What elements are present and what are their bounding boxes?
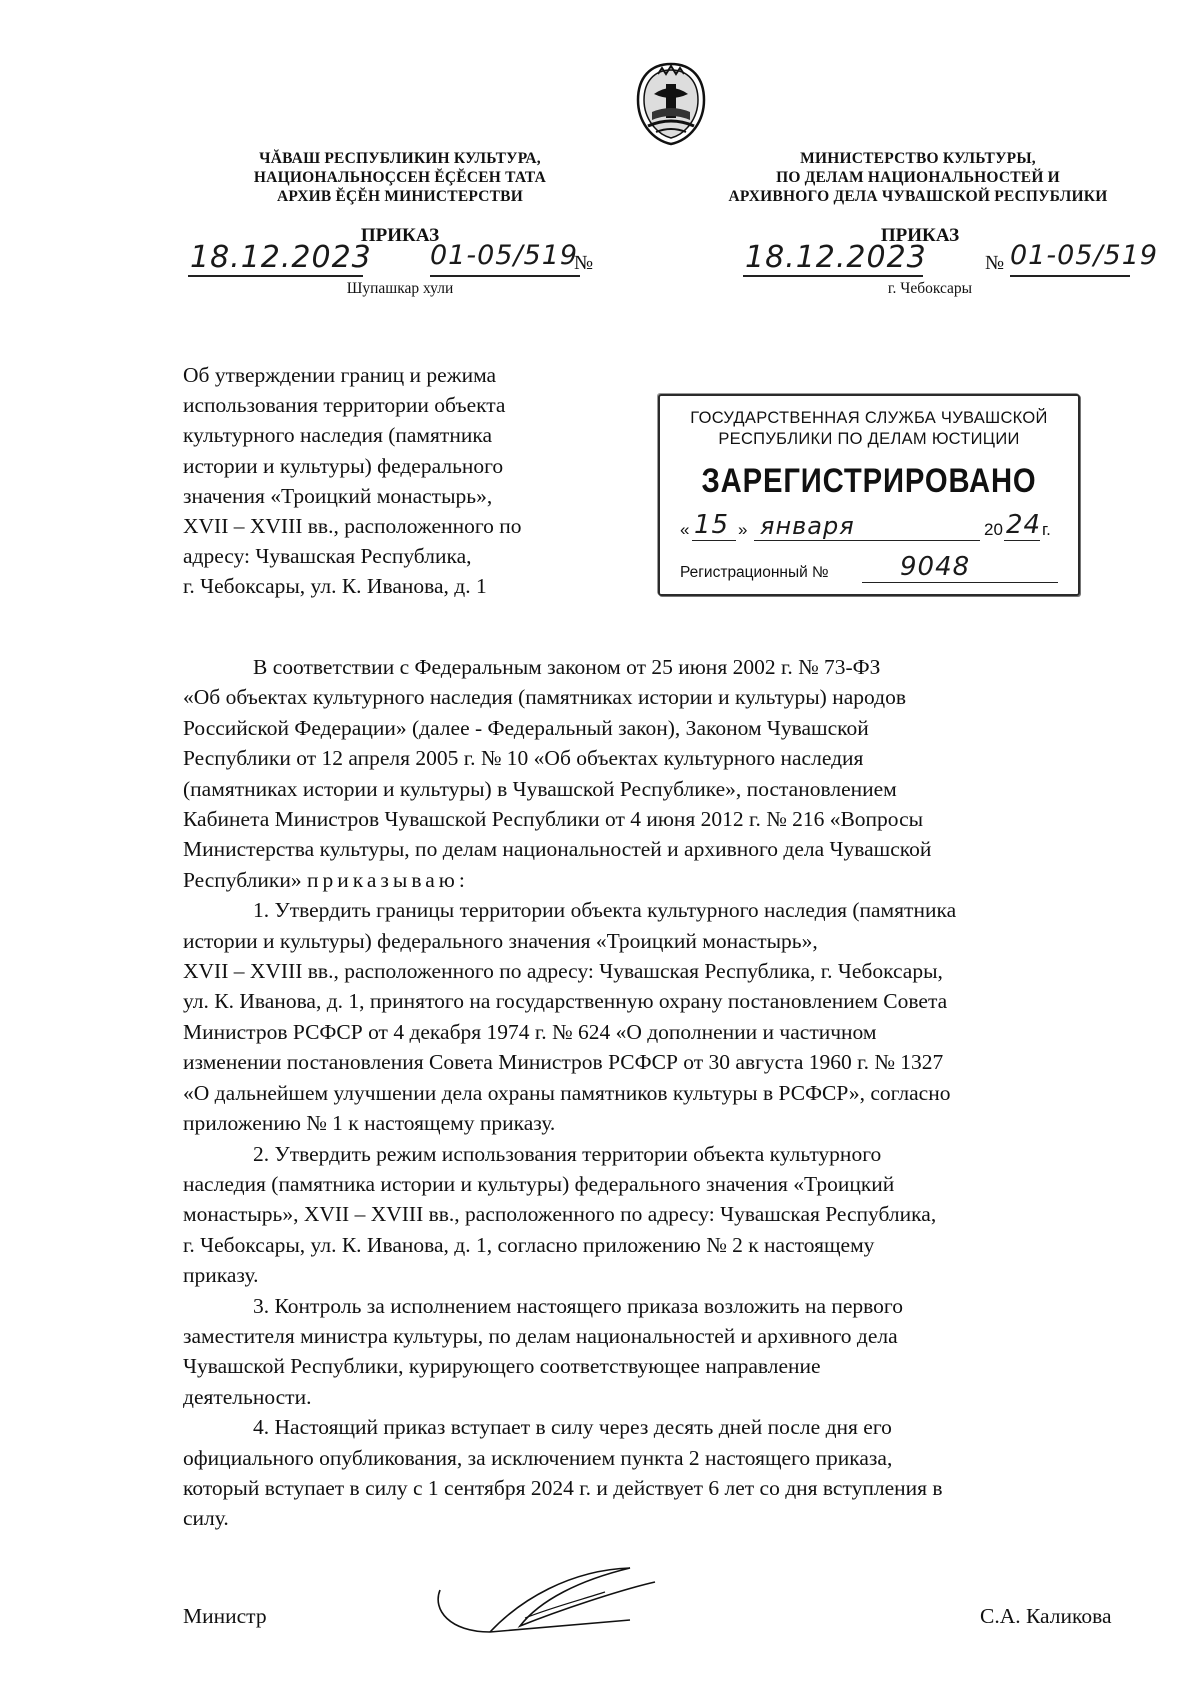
number-sign-left: №: [574, 252, 594, 274]
item-2-line: монастырь», XVII – XVIII вв., расположенного по адресу: Чувашская Республика,: [183, 1202, 937, 1227]
title-line: культурного наследия (памятника: [183, 423, 492, 448]
title-line: истории и культуры) федерального: [183, 453, 504, 478]
place-left: Шупашкар хули: [346, 280, 454, 297]
title-line: XVII – XVIII вв., расположенного по: [183, 514, 522, 539]
stamp-org-line: ГОСУДАРСТВЕННАЯ СЛУЖБА ЧУВАШСКОЙ: [690, 409, 1048, 427]
ministry-name-chuvash: [230, 149, 570, 206]
item-4-line: 4. Настоящий приказ вступает в силу через десять дней после дня его: [253, 1415, 892, 1440]
item-1-line: изменении постановления Совета Министров РСФСР от 30 августа 1960 г. № 1327: [183, 1050, 944, 1075]
item-4-line: официального опубликования, за исключением пункта 2 настоящего приказа,: [183, 1445, 893, 1470]
item-2-line: приказу.: [183, 1263, 259, 1288]
header-left-line: ЧĂВАШ РЕСПУБЛИКИН КУЛЬТУРА,: [259, 150, 541, 167]
item-1-line: 1. Утвердить границы территории объекта культурного наследия (памятника: [253, 898, 957, 923]
text-line: [183, 865, 1135, 895]
number-sign-right: №: [985, 252, 1005, 274]
text-line: В соответствии с Федеральным законом от 25 июня 2002 г. № 73-ФЗ: [253, 655, 881, 679]
text-line: (памятниках истории и культуры) в Чувашской Республике», постановлением: [183, 776, 897, 801]
item-1-line: «О дальнейшем улучшении дела охраны памятников культуры в РСФСР», согласно: [183, 1080, 951, 1105]
stamp-month: января: [760, 512, 855, 540]
item-1-line: XVII – XVIII вв., расположенного по адресу: Чувашская Республика, г. Чебоксары,: [183, 959, 943, 984]
registration-stamp: [658, 394, 1080, 596]
item-1-line: приложению № 1 к настоящему приказу.: [183, 1111, 556, 1136]
stamp-date-row: [680, 510, 1060, 546]
ministry-name-russian: [728, 149, 1108, 206]
item-4-line: силу.: [183, 1506, 229, 1531]
order-heading-right: ПРИКАЗ: [880, 225, 960, 246]
handwritten-signature: [430, 1560, 670, 1650]
place-right: г. Чебоксары: [887, 280, 973, 297]
item-4-line: который вступает в силу с 1 сентября 2024 г. и действует 6 лет со дня вступления в: [183, 1475, 943, 1500]
header-right-line: АРХИВНОГО ДЕЛА ЧУВАШСКОЙ РЕСПУБЛИКИ: [728, 188, 1108, 205]
text-line: Министерства культуры, по делам национальностей и архивного дела Чувашской: [183, 837, 932, 862]
stamp-day-underline: [692, 540, 736, 541]
item-1-line: Министров РСФСР от 4 декабря 1974 г. № 624 «О дополнении и частичном: [183, 1019, 877, 1044]
stamp-org-line: РЕСПУБЛИКИ ПО ДЕЛАМ ЮСТИЦИИ: [718, 430, 1020, 448]
number-underline-left: [430, 275, 580, 277]
stamp-regno-row: [680, 552, 1060, 586]
date-underline-left: [188, 275, 363, 277]
stamp-quote-open: «: [680, 520, 690, 539]
text-line: Российской Федерации» (далее - Федеральный закон), Законом Чувашской: [183, 715, 869, 740]
header-right-line: МИНИСТЕРСТВО КУЛЬТУРЫ,: [800, 150, 1036, 167]
stamp-organization: [660, 408, 1078, 450]
text-line: Кабинета Министров Чувашской Республики от 4 июня 2012 г. № 216 «Вопросы: [183, 807, 924, 832]
order-number-right: 01-05/519: [1010, 240, 1159, 271]
header-left-line: НАЦИОНАЛЬНОÇСЕН ĔÇĔСЕН ТАТА: [253, 169, 547, 186]
signatory-position: Министр: [183, 1604, 267, 1628]
stamp-quote-close: »: [738, 520, 748, 539]
order-date-left: 18.12.2023: [190, 240, 372, 275]
stamp-year-g: г.: [1042, 520, 1051, 539]
stamp-year-prefix: 20: [984, 520, 1003, 539]
item-3-line: 3. Контроль за исполнением настоящего приказа возложить на первого: [253, 1293, 903, 1318]
item-3-line: заместителя министра культуры, по делам национальностей и архивного дела: [183, 1323, 898, 1348]
preamble-end: Республики»: [183, 867, 302, 892]
item-1-line: ул. К. Иванова, д. 1, принятого на государственную охрану постановлением Совета: [183, 989, 948, 1014]
title-line: Об утверждении границ и режима: [183, 363, 497, 387]
header-left-line: АРХИВ ĔÇĔН МИНИСТЕРСТВИ: [277, 188, 523, 205]
text-line: «Об объектах культурного наследия (памятниках истории и культуры) народов: [183, 685, 906, 710]
item-2-line: 2. Утвердить режим использования территории объекта культурного: [253, 1141, 882, 1166]
title-line: использования территории объекта: [183, 393, 506, 418]
order-date-right: 18.12.2023: [745, 240, 927, 275]
order-title: [183, 360, 603, 602]
item-2-line: наследия (памятника истории и культуры) федерального значения «Троицкий: [183, 1171, 895, 1196]
stamp-regno-underline: [862, 582, 1058, 583]
stamp-month-underline: [754, 540, 980, 541]
title-line: г. Чебоксары, ул. К. Иванова, д. 1: [183, 574, 487, 599]
text-line: Республики от 12 апреля 2005 г. № 10 «Об объектах культурного наследия: [183, 746, 864, 771]
order-word: приказываю:: [306, 867, 469, 892]
coat-of-arms-emblem: [630, 60, 712, 148]
number-underline-right: [1010, 275, 1130, 277]
stamp-year-underline: [1004, 540, 1040, 541]
header-right-line: ПО ДЕЛАМ НАЦИОНАЛЬНОСТЕЙ И: [776, 169, 1060, 186]
stamp-day: 15: [694, 510, 730, 540]
signatory-name: С.А. Каликова: [980, 1604, 1112, 1628]
item-2-line: г. Чебоксары, ул. К. Иванова, д. 1, согласно приложению № 2 к настоящему: [183, 1232, 875, 1257]
item-3-line: Чувашской Республики, курирующего соответствующее направление: [183, 1354, 821, 1379]
date-underline-right: [743, 275, 923, 277]
item-1-line: истории и культуры) федерального значения «Троицкий монастырь»,: [183, 928, 818, 953]
stamp-regno-label: Регистрационный №: [680, 564, 829, 581]
title-line: адресу: Чувашская Республика,: [183, 544, 472, 569]
stamp-registered-label: ЗАРЕГИСТРИРОВАНО: [701, 462, 1037, 500]
item-3-line: деятельности.: [183, 1384, 312, 1409]
order-number-left: 01-05/519: [430, 240, 579, 271]
order-heading-left: ПРИКАЗ: [360, 225, 440, 246]
stamp-regno-value: 9048: [900, 552, 971, 582]
preamble-paragraph: [183, 652, 1135, 1534]
stamp-year-suffix: 24: [1006, 510, 1042, 540]
title-line: значения «Троицкий монастырь»,: [183, 483, 493, 508]
